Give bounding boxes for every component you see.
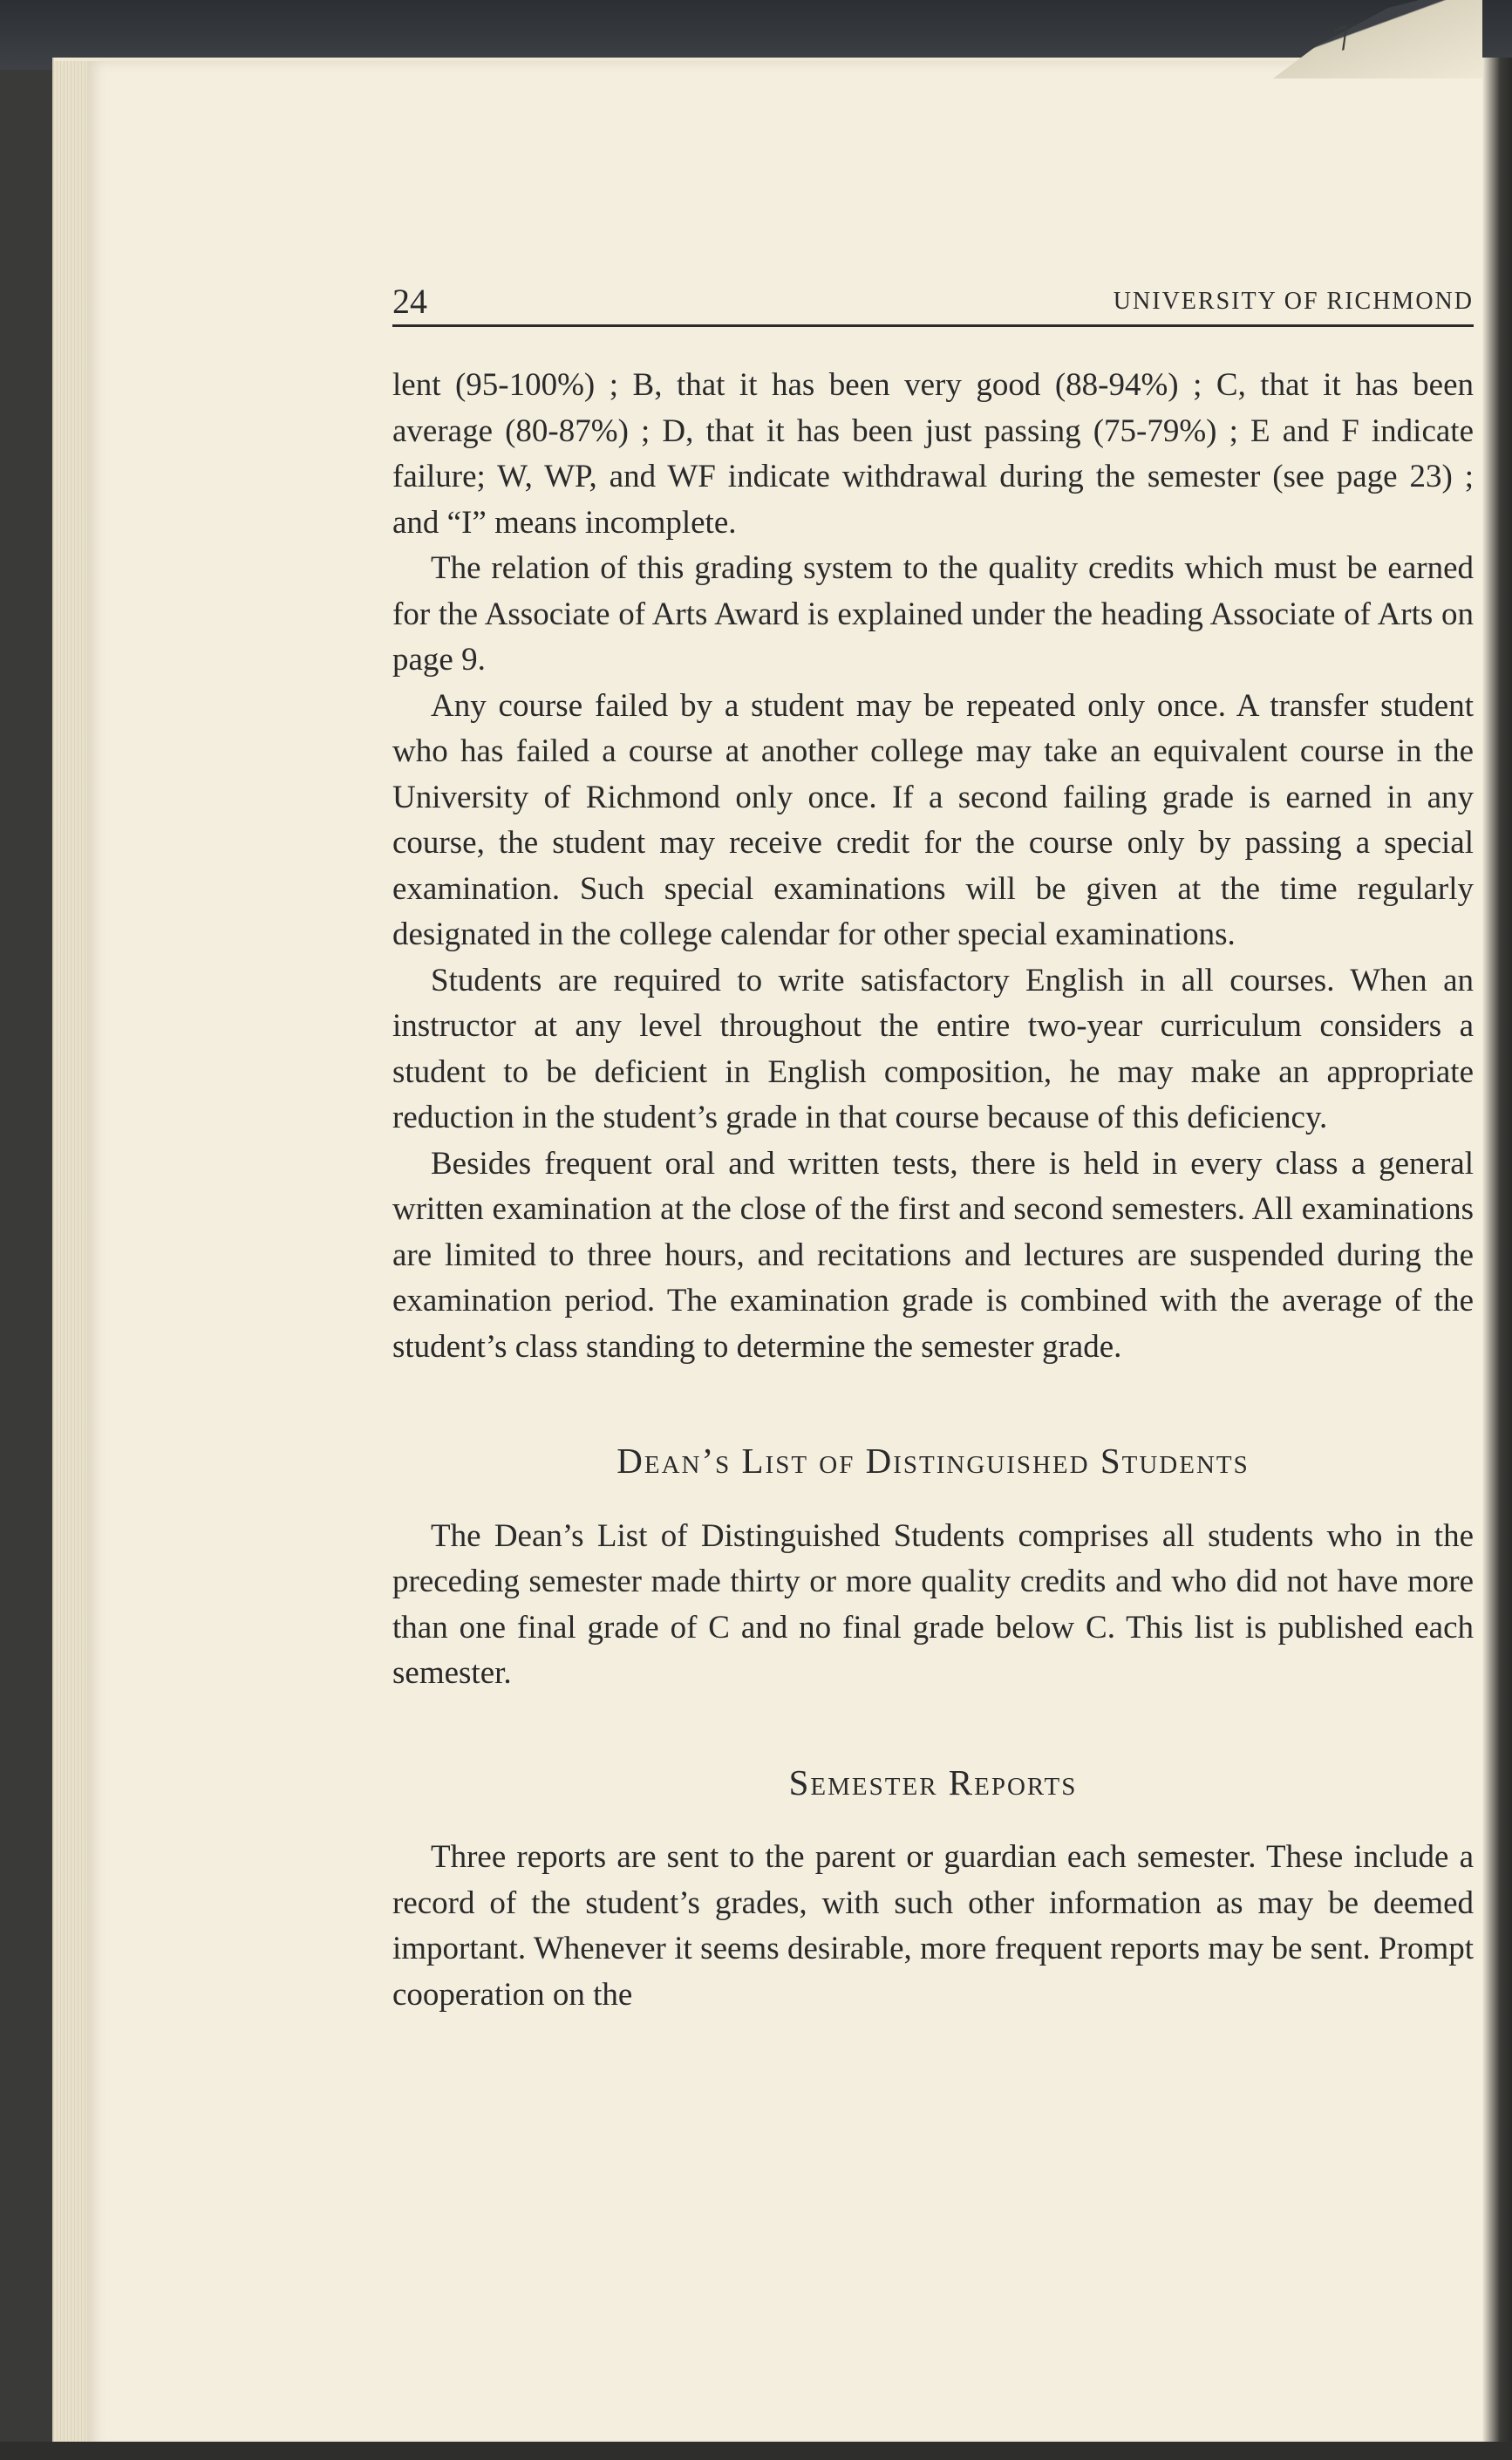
page-number: 24	[392, 282, 427, 321]
paragraph-quality-credits: The relation of this grading system to the quality credits which must be earned for the Associate of Arts Award is explained under the heading Associate of Arts on page 9.	[392, 550, 1474, 678]
binding-edge	[1482, 58, 1512, 2456]
paragraph-english: Students are required to write satisfactory English in all courses. When an instructor at any level throughout the entire two-year curriculum considers a student to be deficient in English composition, he may make an appropriate reduction in the student’s grade in that course because of this deficiency.	[392, 962, 1474, 1135]
page-header	[392, 281, 1474, 327]
corner-mark: 7	[1328, 17, 1358, 59]
running-head: UNIVERSITY OF RICHMOND	[1113, 288, 1474, 315]
deans-list-heading: Dean’s List of Distinguished Students	[616, 1441, 1250, 1481]
paragraph-grading-continued: lent (95-100%) ; B, that it has been very good (88-94%) ; C, that it has been average (80-87%) ; D, that it has been just passing (75-79%) ; E and F indicate failure; W, WP, and WF indicate withdrawal during the semester (see page 23) ; and “I” means incomplete.	[392, 367, 1474, 541]
semester-reports-heading: Semester Reports	[788, 1762, 1078, 1802]
page-body	[392, 363, 1474, 2018]
deans-list-paragraph: The Dean’s List of Distinguished Students comprises all students who in the preceding semester made thirty or more quality credits and who did not have more than one final grade of C and no final grade below C. This list is published each semester.	[392, 1517, 1474, 1691]
paragraph-failed-courses: Any course failed by a student may be repeated only once. A transfer student who has failed a course at another college may take an equivalent course in the University of Richmond only once. If a second failing grade is earned in any course, the student may receive credit for the course only by passing a special examination. Such special examinations will be given at the time regularly designated in the college calendar for other special examinations.	[392, 687, 1474, 952]
paragraph-examinations: Besides frequent oral and written tests, there is held in every class a general written examination at the close of the first and second semesters. All examinations are limited to three hours, and recitations and lectures are suspended during the examination period. The examination grade is combined with the average of the student’s class standing to determine the semester grade.	[392, 1145, 1474, 1365]
bottom-edge	[0, 2442, 1512, 2460]
semester-reports-paragraph: Three reports are sent to the parent or guardian each semester. These include a record of the student’s grades, with such other information as may be deemed important. Whenever it seems desirable, more frequent reports may be sent. Prompt cooperation on the	[392, 1839, 1474, 2013]
